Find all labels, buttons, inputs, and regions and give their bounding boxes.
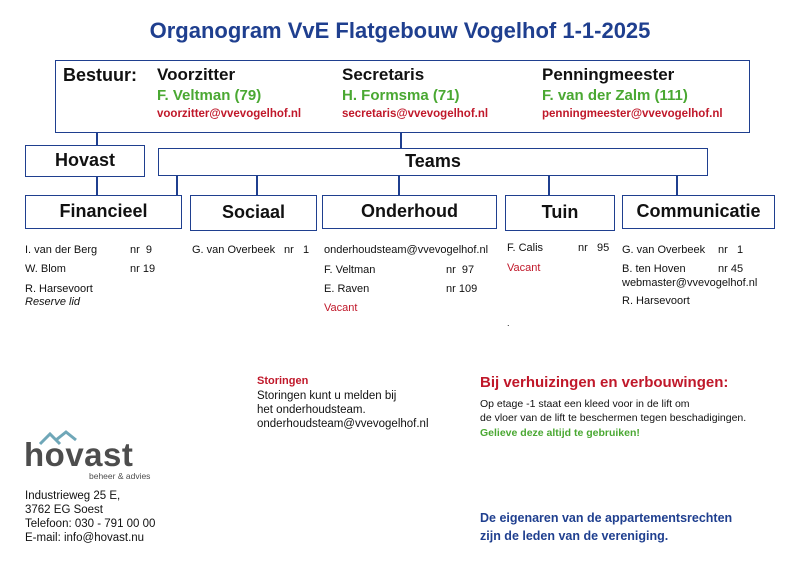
name-penningmeester: F. van der Zalm (111) xyxy=(542,87,688,104)
communicatie-extra-member: R. Harsevoort xyxy=(622,295,690,307)
team-financieel-label: Financieel xyxy=(59,201,148,221)
financieel-reserve-note: Reserve lid xyxy=(25,296,81,308)
team-onderhoud-box xyxy=(322,195,497,229)
tuin-vacant: Vacant xyxy=(507,262,541,274)
connector-bestuur-hovast xyxy=(96,133,98,145)
team-communicatie-box xyxy=(622,195,775,229)
tuin-dot: . xyxy=(507,318,510,328)
teams-label: Teams xyxy=(405,151,461,171)
storingen-email: onderhoudsteam@vvevogelhof.nl xyxy=(257,418,429,430)
address-phone: Telefoon: 030 - 791 00 00 xyxy=(25,518,156,530)
communicatie-email: webmaster@vvevogelhof.nl xyxy=(622,277,758,289)
email-secretaris: secretaris@vvevogelhof.nl xyxy=(342,108,489,120)
team-sociaal-box xyxy=(190,195,317,231)
footer-note-line: zijn de leden van de vereniging. xyxy=(480,529,669,543)
connector-teams-sociaal xyxy=(256,175,258,195)
verhuizing-heading: Bij verhuizingen en verbouwingen: xyxy=(480,374,729,391)
storingen-line: Storingen kunt u melden bij xyxy=(257,390,397,402)
connector-teams-communicatie xyxy=(676,175,678,195)
storingen-line: het onderhoudsteam. xyxy=(257,404,366,416)
bestuur-label: Bestuur: xyxy=(63,65,138,85)
connector-teams-financieel xyxy=(176,175,178,195)
team-sociaal-label: Sociaal xyxy=(221,202,286,222)
page-title: Organogram VvE Flatgebouw Vogelhof 1-1-2025 xyxy=(149,18,651,43)
role-secretaris: Secretaris xyxy=(342,65,425,84)
connector-bestuur-teams xyxy=(400,133,402,148)
address-email: E-mail: info@hovast.nu xyxy=(25,532,145,544)
footer-note-line: De eigenaren van de appartementsrechten xyxy=(480,511,733,525)
financieel-member-nr: nr 9 xyxy=(130,244,153,256)
sociaal-member-name: G. van Overbeek xyxy=(192,244,276,256)
onderhoud-member-name: F. Veltman xyxy=(324,264,376,276)
communicatie-member-name: B. ten Hoven xyxy=(622,263,686,275)
address-line: 3762 EG Soest xyxy=(25,504,103,516)
onderhoud-member-nr: nr 97 xyxy=(446,264,475,276)
team-financieel-box xyxy=(25,195,182,229)
name-secretaris: H. Formsma (71) xyxy=(342,87,460,104)
onderhoud-member-name: E. Raven xyxy=(324,283,370,295)
connector-hovast-financieel xyxy=(96,177,98,195)
tuin-member-nr: nr 95 xyxy=(578,242,610,254)
role-voorzitter: Voorzitter xyxy=(157,65,236,84)
verhuizing-line: de vloer van de lift te beschermen tegen beschadigingen. xyxy=(480,412,747,424)
sociaal-member-nr: nr 1 xyxy=(284,244,310,256)
hovast-box xyxy=(25,145,145,177)
hovast-logo xyxy=(24,428,154,482)
role-penningmeester: Penningmeester xyxy=(542,65,675,84)
email-penningmeester: penningmeester@vvevogelhof.nl xyxy=(542,108,723,120)
financieel-member-nr: nr 19 xyxy=(130,263,156,275)
verhuizing-warning: Gelieve deze altijd te gebruiken! xyxy=(480,427,640,439)
tuin-member-name: F. Calis xyxy=(507,242,544,254)
verhuizing-line: Op etage -1 staat een kleed voor in de lift om xyxy=(480,398,690,410)
financieel-member-name: R. Harsevoort xyxy=(25,283,93,295)
communicatie-member-name: G. van Overbeek xyxy=(622,244,706,256)
team-tuin-box xyxy=(505,195,615,231)
hovast-label: Hovast xyxy=(54,150,116,170)
logo-tagline: beheer & advies xyxy=(89,471,151,481)
name-voorzitter: F. Veltman (79) xyxy=(157,87,262,104)
logo-name: hovast xyxy=(24,436,134,473)
communicatie-member-nr: nr 1 xyxy=(718,244,744,256)
storingen-heading: Storingen xyxy=(257,375,309,387)
financieel-member-name: W. Blom xyxy=(25,263,66,275)
onderhoud-member-nr: nr 109 xyxy=(446,283,478,295)
connector-teams-onderhoud xyxy=(398,175,400,195)
team-onderhoud-label: Onderhoud xyxy=(361,201,458,221)
email-voorzitter: voorzitter@vvevogelhof.nl xyxy=(157,108,302,120)
teams-box xyxy=(158,148,708,176)
team-tuin-label: Tuin xyxy=(541,202,579,222)
onderhoud-email: onderhoudsteam@vvevogelhof.nl xyxy=(324,244,489,256)
connector-teams-tuin xyxy=(548,175,550,195)
onderhoud-vacant: Vacant xyxy=(324,302,358,314)
address-line: Industrieweg 25 E, xyxy=(25,490,121,502)
team-communicatie-label: Communicatie xyxy=(636,201,761,221)
communicatie-member-nr: nr 45 xyxy=(718,263,744,275)
financieel-member-name: I. van der Berg xyxy=(25,244,98,256)
